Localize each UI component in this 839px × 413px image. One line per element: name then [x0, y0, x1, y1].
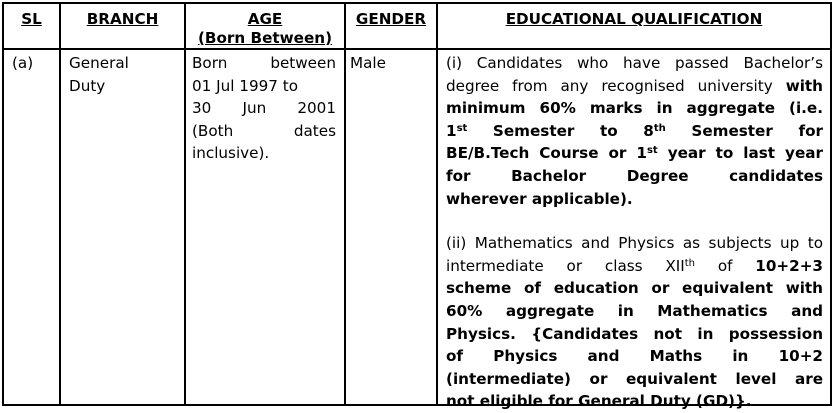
qual-line — [446, 142, 823, 165]
age-word: Jun — [242, 99, 267, 118]
qual-line: 60% aggregate in Mathematics and — [446, 301, 823, 320]
age-line — [192, 97, 336, 120]
eligibility-table — [2, 2, 832, 411]
qual-line: (intermediate) or equivalent level are — [446, 369, 823, 388]
qual-line — [446, 75, 823, 98]
header-educational-qualification: EDUCATIONAL QUALIFICATION — [505, 10, 763, 28]
column-divider — [344, 4, 346, 404]
header-sl: SL — [21, 10, 42, 28]
qualification-paragraph-2 — [446, 232, 823, 413]
qual-line: minimum 60% marks in aggregate (i.e. — [446, 99, 823, 118]
column-divider — [436, 4, 438, 404]
qual-line: for Bachelor Degree candidates — [446, 166, 823, 185]
row-sl: (a) — [12, 54, 34, 72]
header-divider — [4, 48, 830, 50]
qual-text: year to last year — [657, 144, 823, 163]
qual-text: with — [785, 76, 823, 95]
age-word: 30 — [192, 99, 212, 118]
qual-text: Semester to 8 — [467, 121, 654, 140]
column-divider — [184, 4, 186, 404]
qual-line: (i) Candidates who have passed Bachelor’s — [446, 54, 823, 72]
qual-line — [446, 120, 823, 143]
qual-text: Semester for — [665, 121, 823, 140]
header-gender: GENDER — [355, 10, 427, 28]
age-word: (Both — [192, 121, 234, 140]
age-word: Born — [192, 54, 228, 72]
header-age-sub: (Born Between) — [197, 28, 333, 47]
qual-text: intermediate or class XII — [446, 256, 685, 275]
row-branch — [69, 52, 179, 97]
branch-line: General — [69, 54, 129, 72]
column-divider — [59, 4, 61, 404]
qual-line — [446, 255, 823, 278]
qual-text: BE/B.Tech Course or 1 — [446, 144, 647, 163]
qual-text: degree from any recognised university — [446, 76, 786, 95]
age-word: dates — [293, 121, 336, 140]
qual-line: scheme of education or equivalent with — [446, 279, 823, 298]
header-age-label: AGE — [247, 10, 283, 28]
qual-line: (ii) Mathematics and Physics as subjects up to — [446, 234, 823, 253]
age-line: 01 Jul 1997 to — [192, 76, 299, 95]
row-educational-qualification — [446, 52, 823, 413]
qualification-paragraph-1 — [446, 52, 823, 210]
qual-line: wherever applicable). — [446, 189, 633, 208]
age-line — [192, 120, 336, 143]
age-line — [192, 52, 336, 75]
age-word: between — [270, 54, 336, 72]
qual-text: of — [695, 256, 756, 275]
row-age — [192, 52, 336, 165]
branch-line: Duty — [69, 76, 106, 95]
age-word: 2001 — [297, 99, 336, 118]
qual-line: of Physics and Maths in 10+2 — [446, 347, 823, 366]
superscript: st — [646, 145, 658, 157]
qual-line: Physics. {Candidates not in possession — [446, 324, 823, 343]
superscript: th — [684, 257, 696, 269]
superscript: th — [653, 122, 666, 134]
header-age — [186, 8, 344, 49]
row-gender: Male — [350, 54, 386, 72]
qual-text: 1 — [446, 121, 457, 140]
age-line: inclusive). — [192, 144, 270, 163]
qual-line: not eligible for General Duty (GD)}. — [446, 392, 752, 411]
qual-text: 10+2+3 — [755, 256, 824, 275]
superscript: st — [456, 122, 468, 134]
header-branch: BRANCH — [86, 10, 159, 28]
